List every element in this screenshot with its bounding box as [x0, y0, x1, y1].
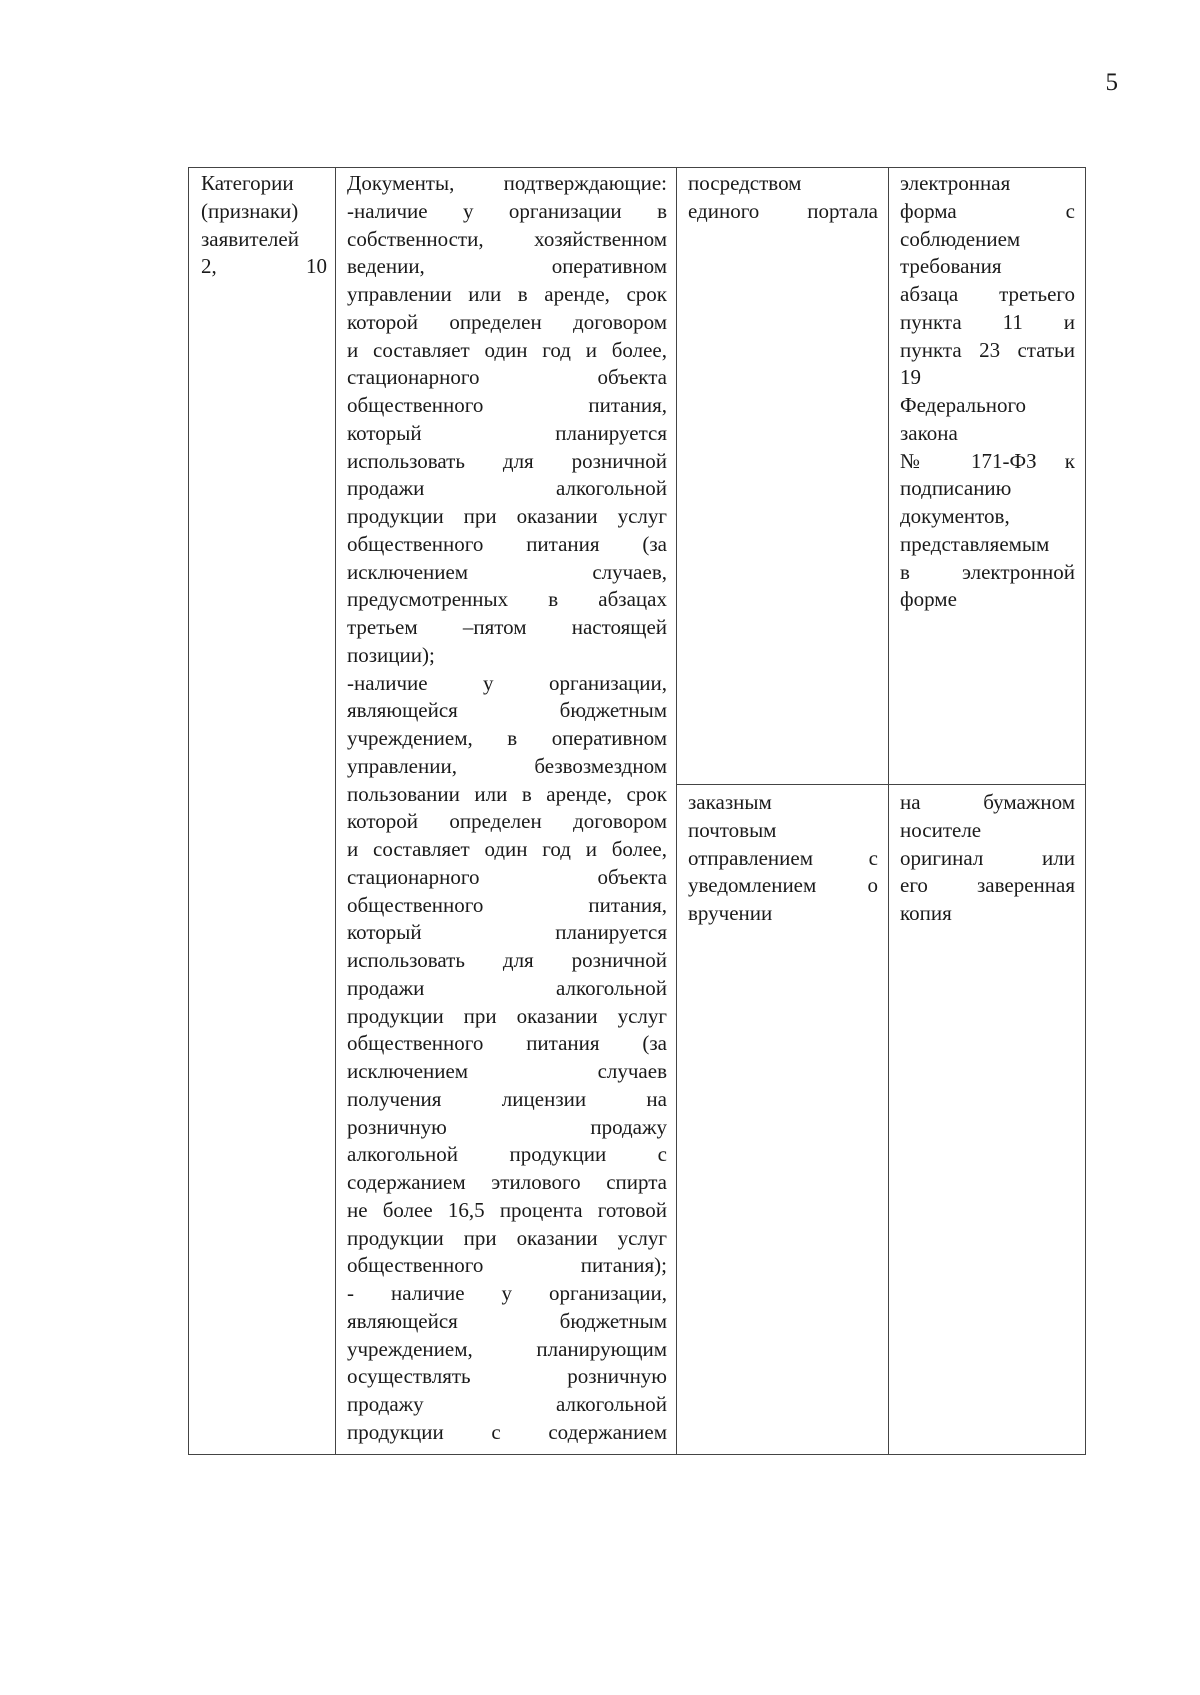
cell-line: требования	[900, 254, 1002, 279]
cell-line: предусмотренных в абзацах	[347, 587, 667, 612]
cell-line: продажи алкогольной	[347, 975, 667, 1000]
form-electronic-cell	[900, 170, 1075, 614]
column-divider	[335, 168, 336, 1454]
cell-line: подписанию	[900, 476, 1012, 501]
cell-line: общественного питания,	[347, 393, 667, 417]
cell-line: Документы, подтверждающие:	[347, 171, 667, 195]
cell-line: являющейся бюджетным	[347, 1308, 667, 1333]
cell-line: на бумажном	[900, 790, 1075, 814]
cell-line: отправлением с	[688, 845, 878, 870]
cell-line: вручении	[688, 901, 773, 925]
cell-line: собственности, хозяйственном	[347, 226, 667, 251]
cell-line: его заверенная	[900, 873, 1075, 898]
cell-line: которой определен договором	[347, 809, 667, 834]
cell-line: позиции);	[347, 642, 435, 667]
cell-line: носителе	[900, 817, 982, 842]
cell-line: пункта 23 статьи	[900, 337, 1075, 362]
method-mail-cell	[688, 789, 878, 928]
cell-line: использовать для розничной	[347, 448, 667, 473]
cell-line: не более 16,5 процента готовой	[347, 1197, 667, 1222]
cell-line: 19	[900, 365, 921, 390]
form-paper-cell	[900, 789, 1075, 928]
cell-line: общественного питания,	[347, 892, 667, 917]
categories-cell	[201, 170, 327, 281]
cell-line: почтовым	[688, 817, 777, 842]
row-divider	[676, 784, 1085, 785]
cell-line: которой определен договором	[347, 309, 667, 334]
cell-line: общественного питания (за	[347, 1031, 667, 1056]
cell-line: осуществлять розничную	[347, 1364, 667, 1389]
cell-line: - наличие у организации,	[347, 1281, 667, 1305]
cell-line: и составляет один год и более,	[347, 837, 667, 861]
cell-line: содержанием этилового спирта	[347, 1170, 667, 1194]
cell-line: стационарного объекта	[347, 864, 667, 889]
cell-line: представляемым	[900, 531, 1050, 556]
cell-line: получения лицензии на	[347, 1086, 667, 1111]
cell-line: управлении или в аренде, срок	[347, 282, 667, 306]
cell-line: электронная	[900, 171, 1011, 195]
page-number: 5	[1105, 69, 1118, 96]
cell-line: 2, 10	[201, 254, 327, 279]
cell-line: продукции при оказании услуг	[347, 1225, 667, 1250]
cell-line: управлении, безвозмездном	[347, 753, 667, 778]
cell-line: ведении, оперативном	[347, 254, 667, 279]
cell-line: заказным	[688, 790, 772, 814]
cell-line: общественного питания (за	[347, 531, 667, 556]
cell-line: закона	[900, 420, 958, 445]
cell-line: продукции при оказании услуг	[347, 504, 667, 528]
cell-line: уведомлением о	[688, 873, 878, 898]
cell-line: являющейся бюджетным	[347, 698, 667, 723]
cell-line: форме	[900, 587, 957, 612]
column-divider	[676, 168, 677, 1454]
cell-line: общественного питания);	[347, 1253, 667, 1278]
cell-line: документов,	[900, 504, 1010, 528]
cell-line: оригинал или	[900, 845, 1075, 870]
cell-line: Федерального	[900, 393, 1027, 417]
cell-line: продажи алкогольной	[347, 476, 667, 501]
column-divider	[888, 168, 889, 1454]
documents-table	[188, 167, 1086, 1455]
cell-line: форма с	[900, 198, 1075, 223]
documents-cell	[347, 170, 667, 1447]
cell-line: алкогольной продукции с	[347, 1142, 667, 1167]
cell-line: исключением случаев,	[347, 559, 667, 584]
cell-line: в электронной	[900, 559, 1075, 584]
cell-line: соблюдением	[900, 226, 1021, 251]
cell-line: пользовании или в аренде, срок	[347, 781, 667, 806]
cell-line: абзаца третьего	[900, 282, 1075, 306]
cell-line: Категории	[201, 171, 294, 195]
cell-line: продукции при оказании услуг	[347, 1003, 667, 1028]
cell-line: стационарного объекта	[347, 365, 667, 390]
method-portal-cell	[688, 170, 878, 226]
cell-line: -наличие у организации,	[347, 670, 667, 695]
cell-line: использовать для розничной	[347, 948, 667, 972]
cell-line: учреждением, в оперативном	[347, 726, 667, 750]
cell-line: и составляет один год и более,	[347, 337, 667, 362]
cell-line: исключением случаев	[347, 1059, 667, 1083]
cell-line: № 171-ФЗ к	[900, 448, 1075, 473]
cell-line: единого портала	[688, 198, 878, 223]
cell-line: третьем –пятом настоящей	[347, 615, 667, 639]
cell-line: который планируется	[347, 920, 667, 945]
cell-line: который планируется	[347, 420, 667, 445]
cell-line: пункта 11 и	[900, 309, 1075, 334]
cell-line: продажу алкогольной	[347, 1392, 667, 1416]
cell-line: розничную продажу	[347, 1114, 667, 1139]
cell-line: копия	[900, 901, 952, 925]
cell-line: заявителей	[201, 226, 299, 251]
cell-line: учреждением, планирующим	[347, 1336, 667, 1361]
cell-line: посредством	[688, 171, 802, 195]
cell-line: продукции с содержанием	[347, 1419, 667, 1444]
cell-line: (признаки)	[201, 198, 299, 223]
cell-line: -наличие у организации в	[347, 198, 667, 223]
